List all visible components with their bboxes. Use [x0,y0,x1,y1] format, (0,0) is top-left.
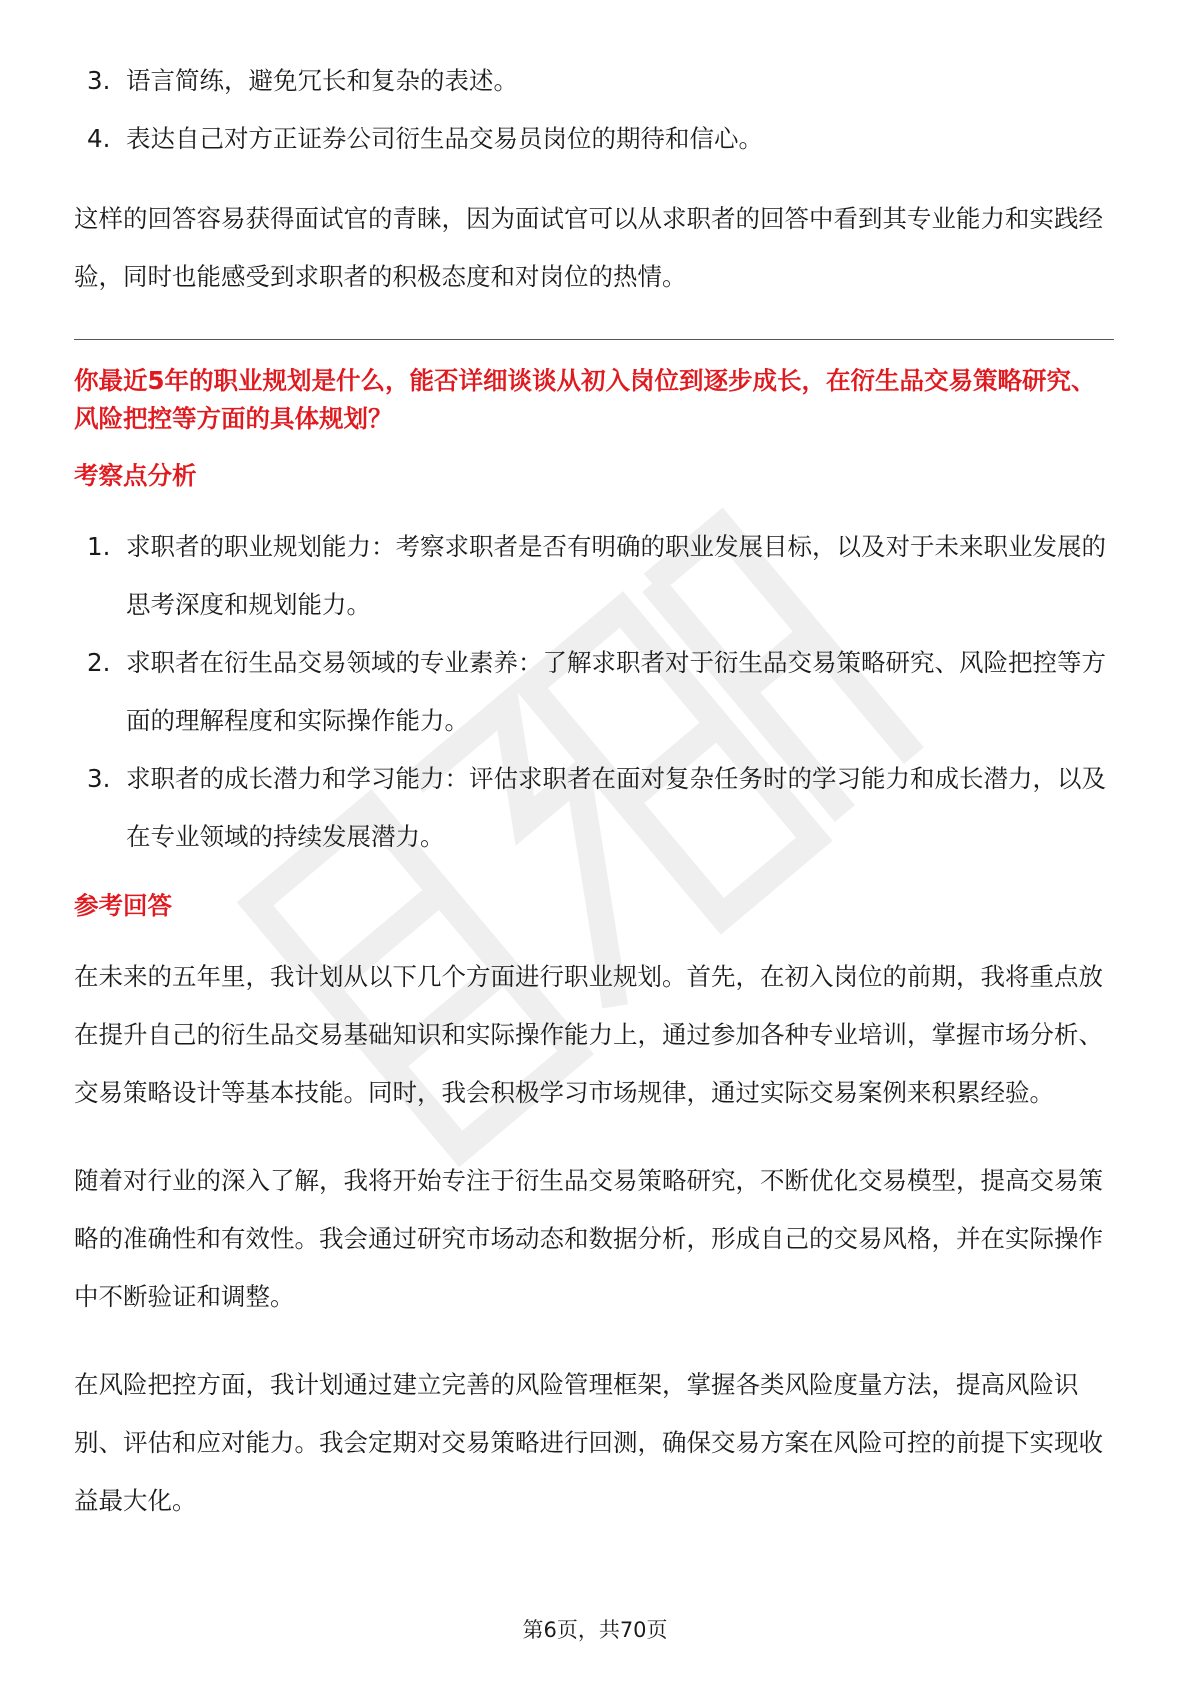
list-item-number: 1. [87,532,111,561]
list-item-text: 求职者在衍生品交易领域的专业素养：了解求职者对于衍生品交易策略研究、风险把控等方面的理解程度和实际操作能力。 [126,648,1106,735]
answer-paragraph: 随着对行业的深入了解，我将开始专注于衍生品交易策略研究，不断优化交易模型，提高交易策略的准确性和有效性。我会通过研究市场动态和数据分析，形成自己的交易风格，并在实际操作中不断验证和调整。 [74,1166,1103,1311]
question-heading: 你最近5年的职业规划是什么，能否详细谈谈从初入岗位到逐步成长，在衍生品交易策略研究、风险把控等方面的具体规划？ [74,366,1096,433]
summary-paragraph: 这样的回答容易获得面试官的青睐，因为面试官可以从求职者的回答中看到其专业能力和实践经验，同时也能感受到求职者的积极态度和对岗位的热情。 [74,204,1103,291]
page-content [74,52,1114,1530]
answer-paragraph: 在未来的五年里，我计划从以下几个方面进行职业规划。首先，在初入岗位的前期，我将重点放在提升自己的衍生品交易基础知识和实际操作能力上，通过参加各种专业培训，掌握市场分析、交易策略设计等基本技能。同时，我会积极学习市场规律，通过实际交易案例来积累经验。 [74,962,1103,1107]
answer-heading: 参考回答 [74,891,172,920]
list-item-number: 3. [87,764,111,793]
analysis-heading: 考察点分析 [74,461,197,490]
list-item [74,518,1114,634]
list-item-number: 2. [87,648,111,677]
list-item-text: 求职者的成长潜力和学习能力：评估求职者在面对复杂任务时的学习能力和成长潜力，以及在专业领域的持续发展潜力。 [126,764,1106,851]
list-item [74,634,1114,750]
page-footer: 第6页，共70页 [522,1618,668,1642]
list-item-text: 表达自己对方正证券公司衍生品交易员岗位的期待和信心。 [126,124,763,153]
list-item-text: 求职者的职业规划能力：考察求职者是否有明确的职业发展目标，以及对于未来职业发展的思考深度和规划能力。 [126,532,1106,619]
list-item-text: 语言简练，避免冗长和复杂的表述。 [126,66,518,95]
answer-paragraph: 在风险把控方面，我计划通过建立完善的风险管理框架，掌握各类风险度量方法，提高风险识别、评估和应对能力。我会定期对交易策略进行回测，确保交易方案在风险可控的前提下实现收益最大化。 [74,1370,1103,1515]
top-list [74,52,1114,168]
list-item [74,750,1114,866]
analysis-list [74,518,1114,866]
list-item [74,110,1114,168]
list-item-number: 3. [87,66,111,95]
list-item-number: 4. [87,124,111,153]
list-item [74,52,1114,110]
